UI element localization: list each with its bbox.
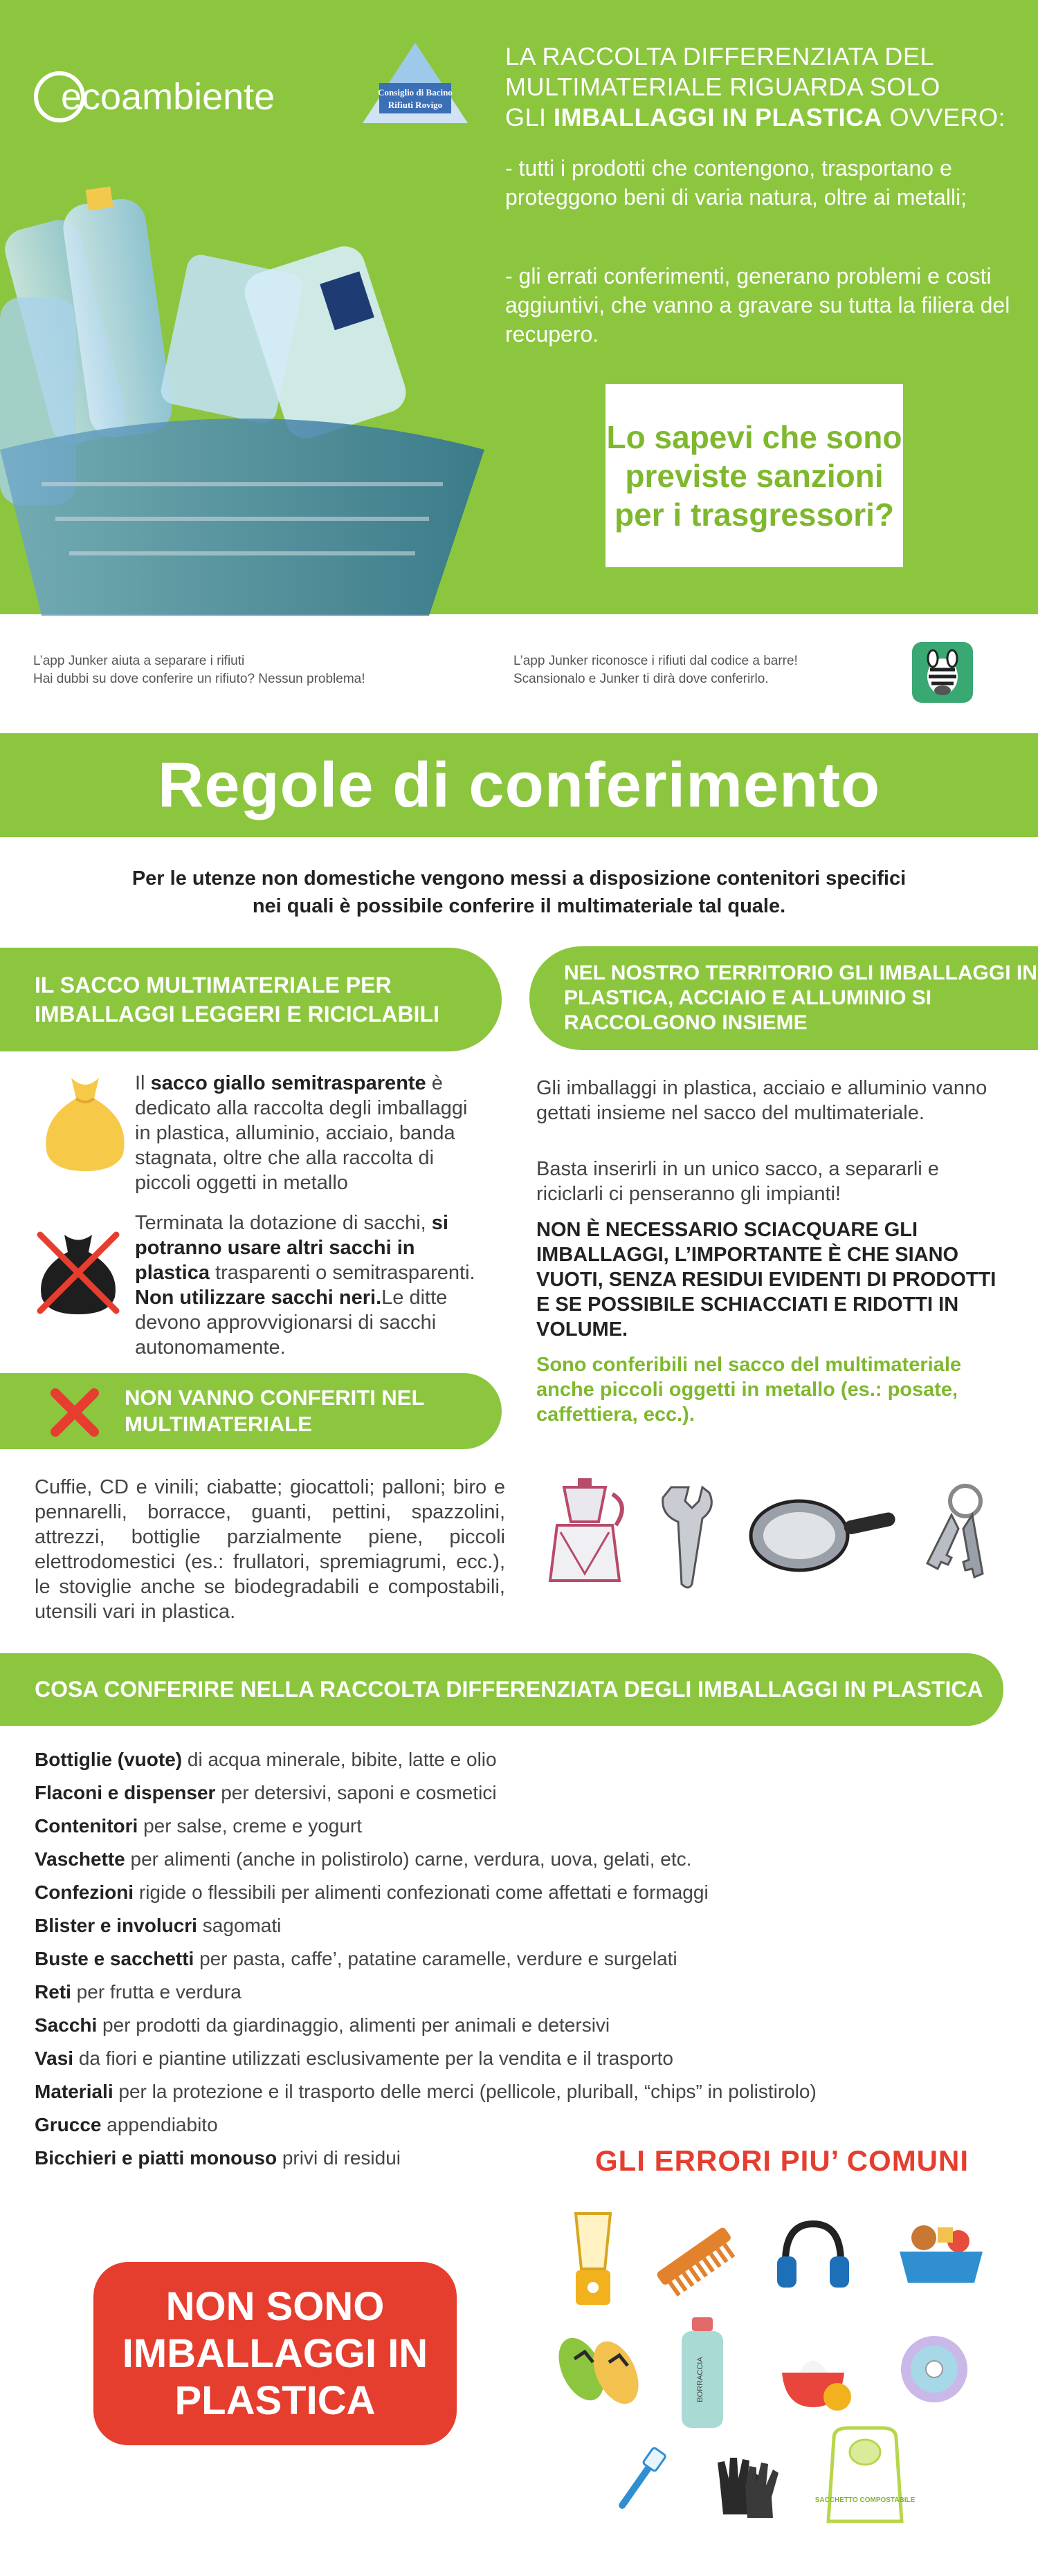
hero-bullet-1: - tutti i prodotti che contengono, trasportano e proteggono beni di varia natura, oltre ai metalli; xyxy=(505,156,967,210)
hero-heading-line2: MULTIMATERIALE RIGUARDA SOLO xyxy=(505,73,940,101)
app-info-right-line2: Scansionalo e Junker ti dirà dove conferirlo. xyxy=(513,672,769,686)
toys-basket-icon xyxy=(893,2214,990,2290)
frying-pan-icon xyxy=(747,1494,900,1577)
intro-text: Per le utenze non domestiche vengono messi a disposizione contenitori specifici nei quali è possibile conferire il multimateriale tal quale. xyxy=(131,867,907,917)
territorio-para4: Sono conferibili nel sacco del multimateriale anche piccoli oggetti in metallo (es.: posate, caffettiera, ecc.). xyxy=(536,1354,961,1426)
territorio-heading xyxy=(529,946,1038,1050)
list-item: Sacchi per prodotti da giardinaggio, alimenti per animali e detersivi xyxy=(35,2014,610,2036)
borraccia-label: BORRACCIA xyxy=(696,2357,704,2402)
territorio-heading-text: NEL NOSTRO TERRITORIO GLI IMBALLAGGI IN PLASTICA, ACCIAIO E ALLUMINIO SI RACCOLGONO INSIEME xyxy=(564,962,1037,1034)
consiglio-logo-line2: Rifiuti Rovigo xyxy=(388,100,443,110)
headphones-icon xyxy=(772,2214,855,2297)
citrus-juicer-icon xyxy=(772,2338,855,2414)
wrench-icon xyxy=(650,1480,720,1591)
app-info-left-line2: Hai dubbi su dove conferire un rifiuto? Nessun problema! xyxy=(33,672,365,686)
cd-icon xyxy=(896,2331,972,2407)
keys-icon xyxy=(913,1480,996,1591)
consiglio-logo-line1: Consiglio di Bacino xyxy=(378,87,453,98)
errori-comuni-title: GLI ERRORI PIU’ COMUNI xyxy=(594,2144,969,2177)
list-item: Vasi da fiori e piantine utilizzati esclusivamente per la vendita e il trasporto xyxy=(35,2048,673,2069)
list-item: Buste e sacchetti per pasta, caffe’, patatine caramelle, verdure e surgelati xyxy=(35,1948,677,1969)
territorio-para3: NON È NECESSARIO SCIACQUARE GLI IMBALLAGGI, L’IMPORTANTE È CHE SIANO VUOTI, SENZA RESIDUI EVIDENTI DI PRODOTTI E SE POSSIBILE SCHIACCIATI E RIDOTTI IN VOLUME. xyxy=(536,1219,996,1341)
hero-heading-line3: GLI IMBALLAGGI IN PLASTICA OVVERO: xyxy=(505,103,1006,131)
list-item: Blister e involucri sagomati xyxy=(35,1915,282,1936)
list-item: Flaconi e dispenser per detersivi, saponi e cosmetici xyxy=(35,1782,497,1803)
black-bag-text: Terminata la dotazione di sacchi, si potranno usare altri sacchi in plastica trasparenti o semitrasparenti. Non utilizzare sacchi neri.Le ditte devono approvvigionarsi di sacchi autonomamente. xyxy=(135,1212,475,1359)
toothbrush-icon xyxy=(602,2442,678,2518)
hero-banner xyxy=(0,0,1038,614)
compostable-bag-icon xyxy=(814,2425,916,2528)
non-vanno-heading-text: NON VANNO CONFERITI NEL MULTIMATERIALE xyxy=(125,1386,424,1436)
moka-icon xyxy=(533,1477,637,1588)
list-item: Grucce appendiabito xyxy=(35,2114,218,2135)
non-vanno-text: Cuffie, CD e vinili; ciabatte; giocattoli; palloni; biro e pennarelli, borracce, guanti, pettini, spazzolini, attrezzi, bottiglie parzialmente piene, piccoli elettrodomestici (es.: frullatori, spremiagrumi, ecc.), le stoviglie anche se biodegradabili e compostabili, utensili vari in plastica. xyxy=(35,1476,505,1623)
sacco-multimateriale-heading-text: IL SACCO MULTIMATERIALE PER IMBALLAGGI LEGGERI E RICICLABILI xyxy=(35,973,439,1027)
blender-icon xyxy=(562,2207,624,2310)
sacchetto-compostabile-label: SACCHETTO COMPOSTABILE xyxy=(814,2496,916,2504)
red-cross-icon xyxy=(47,1385,102,1440)
title-banner xyxy=(0,733,1038,837)
app-info-right xyxy=(513,652,901,688)
sanzioni-callout xyxy=(606,384,903,567)
cosa-conferire-heading-text: COSA CONFERIRE NELLA RACCOLTA DIFFERENZIATA DEGLI IMBALLAGGI IN PLASTICA xyxy=(35,1677,983,1702)
non-sono-imballaggi-text: NON SONO IMBALLAGGI IN PLASTICA xyxy=(122,2283,428,2423)
sanzioni-text: Lo sapevi che sono previste sanzioni per i trasgressori? xyxy=(606,418,902,533)
comb-icon xyxy=(650,2220,740,2297)
territorio-para2: Basta inserirli in un unico sacco, a separarli e riciclarli ci penseranno gli impianti! xyxy=(536,1158,939,1205)
app-info-right-line1: L’app Junker riconosce i rifiuti dal codice a barre! xyxy=(513,654,798,668)
yellow-bag-icon xyxy=(33,1071,137,1175)
list-item: Confezioni rigide o flessibili per alimenti confezionati come affettati e formaggi xyxy=(35,1882,709,1903)
gloves-icon xyxy=(709,2445,785,2521)
cosa-conferire-heading xyxy=(0,1653,1003,1726)
page-title: Regole di conferimento xyxy=(157,749,881,820)
list-item: Vaschette per alimenti (anche in polistirolo) carne, verdura, uova, gelati, etc. xyxy=(35,1848,692,1870)
junker-app-icon[interactable] xyxy=(912,642,973,703)
flip-flops-icon xyxy=(550,2331,647,2407)
plastic-bottles-illustration xyxy=(0,159,498,616)
consiglio-bacino-logo xyxy=(360,40,471,130)
cosa-conferire-list xyxy=(35,1743,1017,2175)
territorio-para1: Gli imballaggi in plastica, acciaio e alluminio vanno gettati insieme nel sacco del multimateriale. xyxy=(536,1077,987,1124)
hero-bullet-2: - gli errati conferimenti, generano problemi e costi aggiuntivi, che vanno a gravare su tutta la filiera del recupero. xyxy=(505,264,1010,347)
hero-heading xyxy=(505,42,1017,133)
list-item: Materiali per la protezione e il trasporto delle merci (pellicole, pluriball, “chips” in polistirolo) xyxy=(35,2081,817,2102)
water-bottle-icon xyxy=(675,2314,730,2431)
yellow-bag-text: Il sacco giallo semitrasparente è dedicato alla raccolta degli imballaggi in plastica, alluminio, acciaio, banda stagnata, oltre che alla raccolta di piccoli oggetti in metallo xyxy=(135,1072,468,1194)
list-item: Bicchieri e piatti monouso privi di residui xyxy=(35,2147,401,2169)
app-info-left xyxy=(33,652,483,688)
sacco-multimateriale-heading xyxy=(0,948,502,1051)
hero-heading-line1: LA RACCOLTA DIFFERENZIATA DEL xyxy=(505,42,934,71)
app-info-left-line1: L’app Junker aiuta a separare i rifiuti xyxy=(33,654,245,668)
list-item: Bottiglie (vuote) di acqua minerale, bibite, latte e olio xyxy=(35,1749,497,1770)
non-sono-imballaggi-badge xyxy=(93,2262,457,2445)
no-black-bag-icon xyxy=(33,1224,123,1321)
ecoambiente-logo-text: ecoambiente xyxy=(61,76,275,118)
list-item: Contenitori per salse, creme e yogurt xyxy=(35,1815,363,1837)
list-item: Reti per frutta e verdura xyxy=(35,1981,242,2003)
ecoambiente-logo xyxy=(33,62,331,125)
